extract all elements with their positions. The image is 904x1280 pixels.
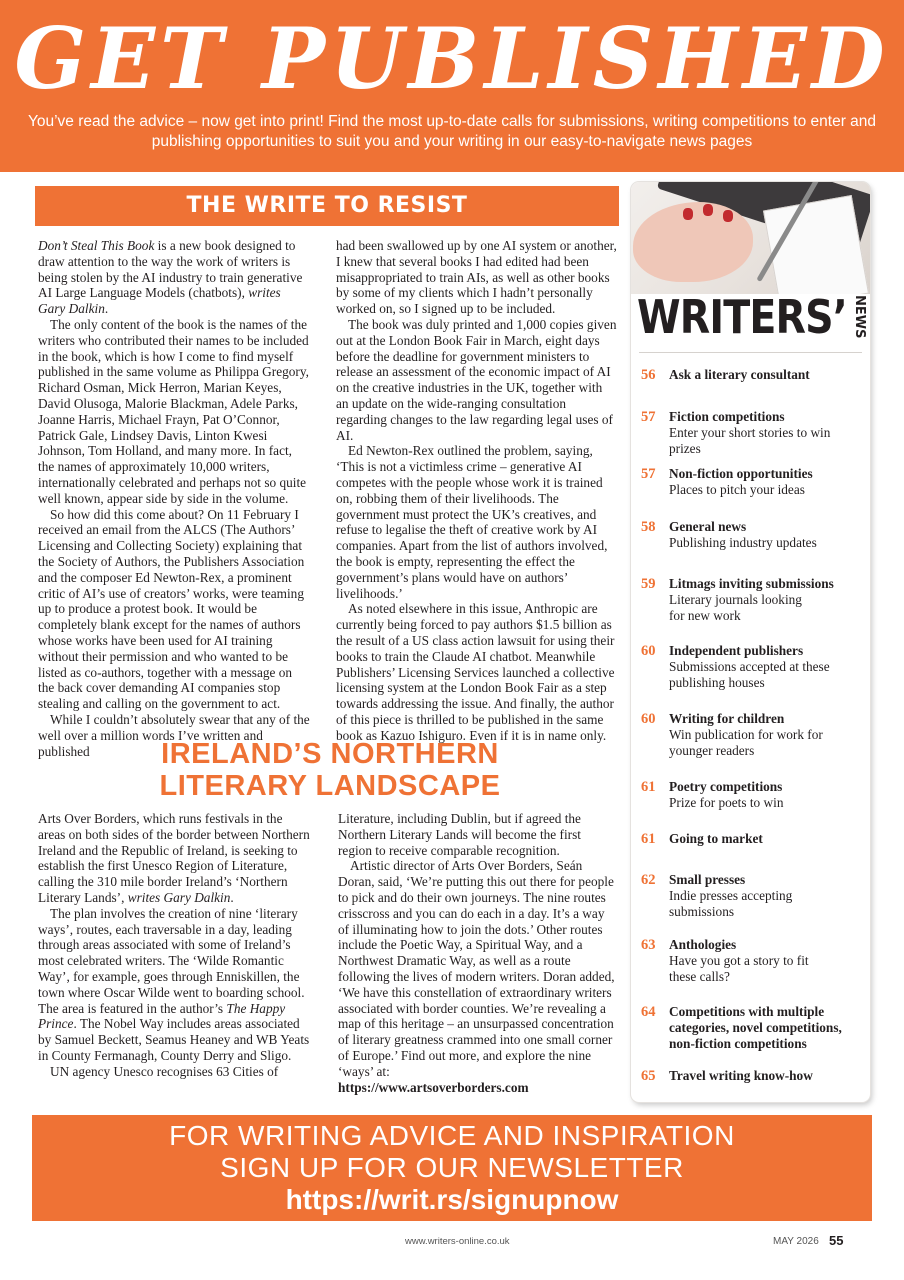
newsletter-signup-banner[interactable] [32, 1115, 872, 1221]
heading-line: LITERARY LANDSCAPE [159, 770, 501, 802]
cta-line-1: FOR WRITING ADVICE AND INSPIRATION [169, 1120, 735, 1151]
fingernail [723, 210, 733, 222]
article1-paragraph: So how did this come about? On 11 February I received an email from the ALCS (The Authors’ Licensing and Collecting Society) explaining that the Society of Authors, the Publishers Association and the composer Ed Newton-Rex, a prominent critic of AI’s use of creators’ works, were teaming up to produce a protest book. It would be completely blank except for the names of authors whose works have been used for AI training without their permission and who wanted to be listed as co-authors, together with a message on the back cover demanding AI companies stop stealing and calling on the government to act. [38, 506, 305, 712]
banner-subtitle: You’ve read the advice – now get into print! Find the most up-to-date calls for submissions, writing competitions to enter and publishing opportunities to suit you and your writing in our easy-to-navigate news pages [27, 113, 877, 150]
byline: writes Gary Dalkin [127, 889, 231, 905]
cta-line-2: SIGN UP FOR OUR NEWSLETTER [220, 1152, 684, 1183]
article1-paragraph: The book was duly printed and 1,000 copies given out at the London Book Fair in March, eight days before the deadline for government ministers to release an assessment of the economic impact of AI on the creative industries in the UK, together with an update on the wide-ranging consultation regarding changes to the law regarding legal uses of AI. [336, 316, 617, 443]
site-url[interactable]: www.writers-online.co.uk [405, 1236, 510, 1247]
article1-column-2 [336, 238, 618, 744]
article1-paragraph: As noted elsewhere in this issue, Anthropic are currently being forced to pay authors $1.5 billion as the result of a US class action lawsuit for using their books to train the Claude AI chatbot. Meanwhile Publishers’ Licensing Services launched a collective licensing system at the London Book Fair as a step towards addressing the issue. And finally, the author of this piece is thrilled to be published in the same book as Kazuo Ishiguro. Even if it is in name only. [336, 601, 615, 743]
page-number: 55 [829, 1233, 844, 1248]
article1-paragraph: had been swallowed up by one AI system or another, I knew that several books I had edited had been misappropriated to train AIs, as well as other books by some of my clients which I hadn’t personally worked on, so I signed up to be included. [336, 238, 617, 317]
writers-news-sidebar: WRITERS’ NEWS 56 Ask a literary consultant 57 Fiction competitions Enter your short stories to win prizes 57 Non-fiction opportunities Places to pitch your ideas 58 General news Publishing industry updates 59 Litmags inviting submissions Literary journals looking for new work 60 Independent publishers Submissions accepted at these publishing houses 60 Writing for children Win publication for work for younger readers 61 Poetry competitions Prize for poets to win 61 Going to market 62 Small presses Indie presses accepting submissions 63 Anthologies Have you got a story to fit these calls? 64 Competitions with multiple categories, novel competitions, non-fiction competitions 65 Travel writing know-how [631, 182, 870, 1102]
article1-column-1 [38, 238, 310, 759]
book-title: The Happy Prince [38, 1000, 286, 1032]
signup-link[interactable]: https://writ.rs/signupnow [285, 1184, 619, 1215]
article2-paragraph: UN agency Unesco recognises 63 Cities of [50, 1063, 279, 1079]
article1-paragraph: While I couldn’t absolutely swear that any of the well over a million words I’ve written and published [38, 711, 310, 759]
article2-paragraph: Literature, including Dublin, but if agreed the Northern Literary Lands will become the first region to receive comparable recognition. [338, 811, 581, 858]
writers-news-logo [637, 287, 867, 347]
article1-paragraph: The only content of the book is the names of the writers who contributed their names to be included in the book, which is how I come to find myself published in the same volume as Philippa Gregory, Richard Osman, Mick Herron, Marian Keyes, David Olusoga, Malorie Blackman, Adele Parks, Joanne Harris, Michael Frayn, Pat O’Connor, Patrick Gale, Lindsey Davis, Linton Kwesi Johnson, Tom Holland, and many more. In fact, the names of approximately 10,000 writers, internationally celebrated and perhaps not so quite well known, appear side by side in the volume. [38, 316, 309, 506]
article2-paragraph: Artistic director of Arts Over Borders, Seán Doran, said, ‘We’re putting this out there for people to pick and do their own journeys. The nine routes crisscross and you can do each in a day. It’s a way of illuminating how to join the dots.’ Other routes include the Poetic Way, a Spiritual Way, and a Northwest Dramatic Way, as well as a route following the lives of modern writers. Doran added, ‘We have this constellation of extraordinary writers associated with border counties. We’re revealing a map of this heritage – an unsurpassed concentration of literary greatness crammed into one small corner of Europe.’ Find out more, and explore the nine ‘ways’ at: [338, 858, 615, 1079]
logo-news: NEWS [852, 295, 867, 339]
hand-shape [633, 202, 753, 282]
fingernail [683, 208, 693, 220]
heading-line: IRELAND’S NORTHERN [161, 738, 499, 770]
article2-link-paragraph [338, 1080, 618, 1096]
divider [639, 352, 862, 353]
article1-paragraph: Don’t Steal This Book is a new book designed to draw attention to the way the work of writers is being stolen by the AI industry to train generative AI Large Language Models (chatbots), writes Gary Dalkin. [38, 238, 303, 317]
article2-paragraph: Arts Over Borders, which runs festivals in the areas on both sides of the border between Northern Ireland and the Republic of Ireland, is seeking to establish the first Unesco Region of Literature, calling the 310 mile border Ireland’s ‘Northern Literary Lands’, writes Gary Dalkin. [38, 811, 310, 905]
article-heading-irelands-northern-literary-landscape [40, 738, 620, 802]
article2-column-1 [38, 811, 310, 1080]
book-title: Don’t Steal This Book [38, 238, 155, 253]
article2-column-2 [338, 811, 618, 1095]
logo-word: WRITERS’ [637, 290, 847, 344]
byline: writes Gary Dalkin [38, 285, 281, 317]
issue-date: MAY 2026 [773, 1236, 819, 1247]
article2-paragraph: The plan involves the creation of nine ‘literary ways’, routes, each traversable in a day, leading through areas associated with some of Ireland’s most celebrated writers. The ‘Wilde Romantic Way’, for example, goes through Enniskillen, the town where Oscar Wilde went to boarding school. The area is featured in the author’s The Happy Prince. The Nobel Way includes areas associated by Samuel Beckett, Seamus Heaney and WB Yeats in County Fermanagh, County Derry and Sligo. [38, 905, 310, 1063]
article1-paragraph: Ed Newton-Rex outlined the problem, saying, ‘This is not a victimless crime – generative AI competes with the people whose work it is trained on, robbing them of their livelihoods. The government must protect the UK’s creatives, and refuse to legalise the theft of creative work by AI companies. Apart from the list of authors involved, the book is empty, representing the effect the government’s plans would have on authors’ livelihoods.’ [336, 443, 608, 601]
banner-title: GET PUBLISHED [14, 9, 890, 108]
laptop-hand-photo [631, 182, 870, 294]
fingernail [703, 204, 713, 216]
arts-over-borders-link[interactable]: https://www.artsoverborders.com [338, 1079, 529, 1095]
get-published-banner [0, 0, 904, 172]
article-heading-write-to-resist: THE WRITE TO RESIST [35, 186, 619, 226]
